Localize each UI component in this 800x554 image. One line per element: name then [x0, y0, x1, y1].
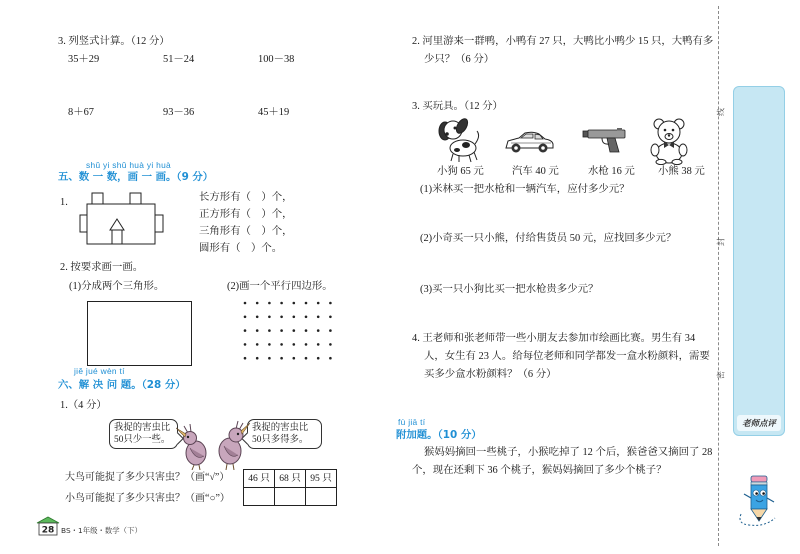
grid-dot — [305, 343, 308, 346]
count-squares: 正方形有（ ）个， — [199, 209, 293, 220]
section5-title: 五、数 一 数，画 一 画。（9 分） — [58, 171, 214, 183]
bubble-line: 50只多得多。 — [252, 435, 309, 445]
vertical-calc-problem: 51－24 — [163, 54, 195, 65]
big-bird-question: 大鸟可能捉了多少只害虫？（画“√”） — [65, 472, 230, 483]
bird-right-icon — [219, 421, 250, 470]
vertical-calc-problem: 93－36 — [163, 107, 195, 118]
section5-pinyin: shǔ yi shǔ huà yi huà — [86, 160, 171, 170]
small-bird-question: 小鸟可能捉了多少只害虫？（画“○”） — [65, 493, 230, 504]
price-bear: 小熊 38 元 — [658, 166, 705, 177]
grid-dot — [305, 316, 308, 319]
pencil-mascot-icon — [735, 474, 783, 528]
grid-dot — [317, 343, 320, 346]
q3-title: 3. 列竖式计算。（12 分） — [58, 36, 170, 47]
toys-question-1: (1)米林买一把水枪和一辆汽车，应付多少元？ — [420, 184, 630, 195]
grid-dot — [280, 316, 283, 319]
grid-dot — [293, 316, 296, 319]
grid-dot — [244, 343, 247, 346]
grid-dot — [256, 302, 259, 305]
price-water-gun: 水枪 16 元 — [588, 166, 635, 177]
bubble-line: 50只少一些。 — [114, 435, 171, 445]
section5-q1-number: 1. — [60, 197, 68, 208]
vertical-calc-problem: 45＋19 — [258, 107, 290, 118]
book-info: BS・1年级・数学（下） — [61, 526, 142, 535]
grid-dot — [244, 316, 247, 319]
section5-q2-title: 2. 按要求画一画。 — [60, 262, 144, 273]
grid-dot — [280, 357, 283, 360]
grid-dot — [305, 329, 308, 332]
count-circles: 圆形有（ ）个。 — [199, 243, 283, 254]
dot-grid[interactable] — [240, 298, 335, 364]
grid-dot — [293, 343, 296, 346]
toys-title: 3. 买玩具。（12 分） — [412, 101, 503, 112]
teacher-comment-label: 老师点评 — [737, 415, 781, 431]
grid-dot — [329, 329, 332, 332]
bonus-question-line: 个，现在还剩下 36 个桃子，猴妈妈摘回了多少个桃子？ — [412, 465, 667, 476]
right-arm-rectangle — [155, 215, 163, 232]
painting-question-line: 买多少盒水粉颜料？（6 分） — [424, 369, 557, 380]
center-small-square — [112, 230, 122, 244]
painting-question-line: 4. 王老师和张老师带一些小朋友去参加市绘画比赛。男生有 34 — [412, 333, 696, 344]
center-triangle — [110, 219, 124, 230]
q2-part2-label: (2)画一个平行四边形。 — [227, 281, 333, 292]
vertical-calc-problem: 100－38 — [258, 54, 295, 65]
painting-question-line: 人，女生有 23 人。给每位老师和同学都发一盒水粉颜料，需要 — [424, 351, 710, 362]
grid-dot — [305, 302, 308, 305]
ducks-question-line: 少只？（6 分） — [424, 54, 495, 65]
teacher-comment-panel[interactable] — [733, 86, 785, 436]
grid-dot — [329, 302, 332, 305]
grid-dot — [244, 357, 247, 360]
toys-question-2: (2)小奇买一只小熊，付给售货员 50 元，应找回多少元？ — [420, 233, 677, 244]
grid-dot — [317, 329, 320, 332]
grid-dot — [256, 357, 259, 360]
grid-dot — [256, 316, 259, 319]
vertical-calc-problem: 8＋67 — [68, 107, 94, 118]
grid-dot — [244, 329, 247, 332]
shape-figure — [78, 190, 170, 250]
grid-dot — [317, 302, 320, 305]
left-arm-rectangle — [80, 215, 87, 232]
left-top-square — [92, 193, 103, 204]
section6-q1-label: 1.（4 分） — [60, 400, 107, 411]
drawing-rectangle[interactable] — [87, 301, 192, 366]
cut-line — [718, 6, 719, 546]
section6-title: 六、解 决 问 题。（28 分） — [58, 379, 186, 391]
car-icon — [503, 127, 555, 157]
choice-table — [243, 469, 337, 506]
toys-question-3: (3)买一只小狗比买一把水枪贵多少元？ — [420, 284, 599, 295]
grid-dot — [256, 343, 259, 346]
water-gun-icon — [581, 126, 627, 154]
section6-pinyin: jiě jué wèn tí — [74, 366, 125, 376]
bubble-line: 我捉的害虫比 — [252, 423, 309, 433]
big-rectangle — [87, 204, 155, 244]
price-car: 汽车 40 元 — [512, 166, 559, 177]
grid-dot — [329, 316, 332, 319]
seal-char-xian: 线 — [716, 108, 726, 116]
grid-dot — [293, 329, 296, 332]
speech-bubble-left — [109, 419, 178, 449]
speech-bubble-right — [247, 419, 322, 449]
dog-icon — [437, 118, 481, 164]
answer-cell[interactable] — [244, 488, 275, 506]
vertical-calc-problem: 35＋29 — [68, 54, 100, 65]
right-top-square — [130, 193, 141, 204]
birds-illustration — [176, 420, 250, 470]
grid-dot — [305, 357, 308, 360]
count-rectangles: 长方形有（ ）个， — [199, 192, 293, 203]
answer-cell[interactable] — [275, 488, 306, 506]
ducks-question-line: 2. 河里游来一群鸭，小鸭有 27 只，大鸭比小鸭少 15 只，大鸭有多 — [412, 36, 714, 47]
grid-dot — [329, 357, 332, 360]
choice-cell: 68 只 — [275, 470, 306, 488]
grid-dot — [268, 343, 271, 346]
answer-cell[interactable] — [306, 488, 337, 506]
q2-part1-label: (1)分成两个三角形。 — [69, 281, 165, 292]
bonus-title: 附加题。（10 分） — [396, 429, 482, 441]
grid-dot — [317, 357, 320, 360]
seal-char-mi: 密 — [716, 371, 726, 379]
bubble-line: 我捉的害虫比 — [114, 423, 171, 433]
bonus-pinyin: fù jiā tí — [398, 417, 426, 427]
grid-dot — [280, 343, 283, 346]
grid-dot — [293, 302, 296, 305]
grid-dot — [268, 357, 271, 360]
answer-row — [244, 488, 337, 506]
grid-dot — [256, 329, 259, 332]
grid-dot — [280, 329, 283, 332]
choice-cell: 46 只 — [244, 470, 275, 488]
grid-dot — [268, 329, 271, 332]
count-triangles: 三角形有（ ）个， — [199, 226, 293, 237]
choice-cell: 95 只 — [306, 470, 337, 488]
grid-dot — [244, 302, 247, 305]
choice-row — [244, 470, 337, 488]
grid-dot — [280, 302, 283, 305]
price-dog: 小狗 65 元 — [437, 166, 484, 177]
grid-dot — [293, 357, 296, 360]
bird-left-icon — [176, 424, 206, 470]
seal-char-feng: 封 — [716, 238, 726, 246]
bonus-question-line: 猴妈妈摘回一些桃子，小猴吃掉了 12 个后，猴爸爸又摘回了 28 — [424, 447, 713, 458]
grid-dot — [329, 343, 332, 346]
grid-dot — [317, 316, 320, 319]
page-number: 28 — [41, 525, 55, 536]
grid-dot — [268, 316, 271, 319]
page-number-badge — [36, 516, 60, 536]
bear-icon — [648, 117, 692, 165]
grid-dot — [268, 302, 271, 305]
